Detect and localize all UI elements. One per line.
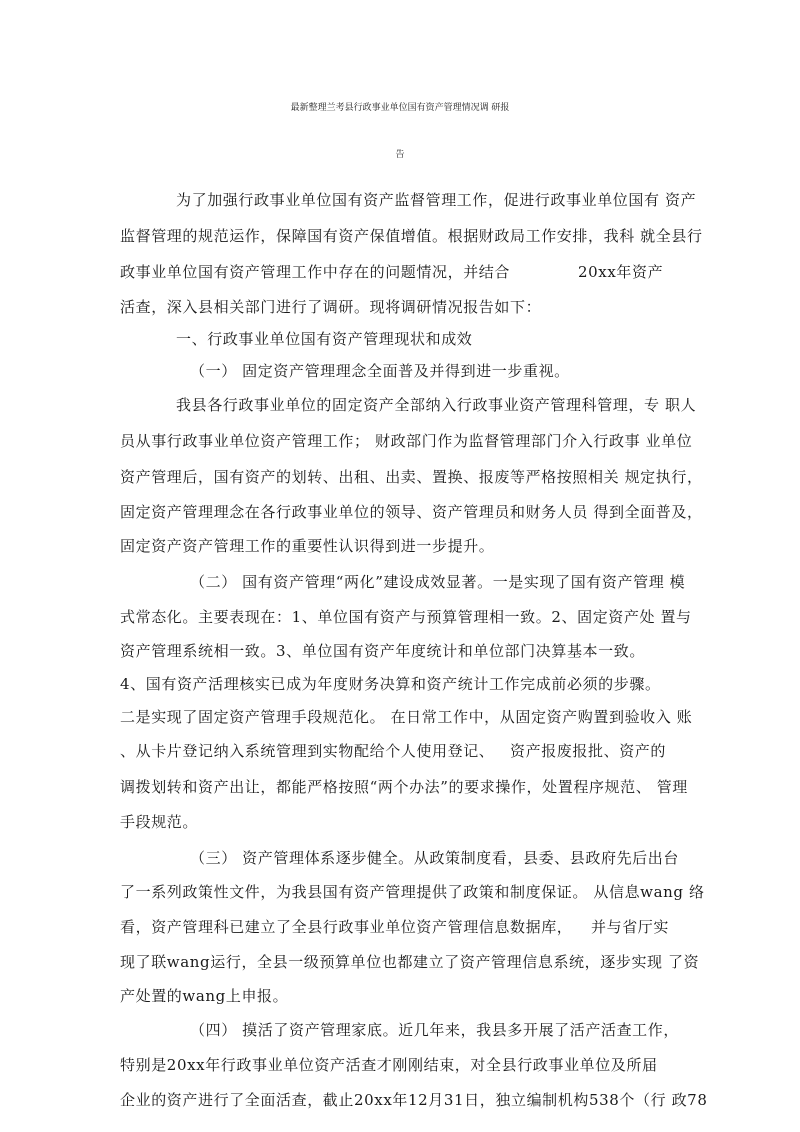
- paragraph-line: 产处置的wang上申报。: [120, 987, 289, 1005]
- paragraph-line: 手段规范。: [120, 813, 199, 831]
- paragraph-line: 资产管理后，国有资产的划转、出租、出卖、置换、报废等严格按照相关 规定执行，: [120, 468, 703, 486]
- document-title-line-2: 告: [395, 150, 405, 160]
- paragraph-line: 政事业单位国有资产管理工作中存在的问题情况，并结合: [120, 263, 511, 281]
- subsection-heading: （一） 固定资产管理理念全面普及并得到进一步重视。: [190, 362, 570, 380]
- paragraph-line: 二是实现了固定资产管理手段规范化。 在日常工作中，从固定资产购置到验收入 账: [120, 708, 693, 726]
- paragraph-line: 为了加强行政事业单位国有资产监督管理工作，促进行政事业单位国有 资产: [176, 191, 697, 209]
- paragraph-line: 资产管理系统相一致。3、单位国有资产年度统计和单位部门决算基本一致。: [120, 642, 645, 660]
- paragraph-line: 特别是20xx年行政事业单位资产活查才刚刚结束，对全县行政事业单位及所届: [120, 1056, 658, 1074]
- paragraph-line: 固定资产资产管理工作的重要性认识得到进一步提升。: [120, 537, 495, 555]
- subsection-heading: （二） 国有资产管理“两化”建设成效显著。一是实现了国有资产管理 模: [190, 573, 686, 591]
- paragraph-line: 我县各行政事业单位的固定资产全部纳入行政事业资产管理科管理，专 职人: [176, 396, 697, 414]
- paragraph-line: 调拨划转和资产出让，都能严格按照“两个办法”的要求操作，处置程序规范、 管理: [120, 778, 688, 796]
- subsection-heading: （三） 资产管理体系逐步健全。从政策制度看，县委、县政府先后出台: [190, 849, 679, 867]
- paragraph-line: 4、国有资产活理核实已成为年度财务决算和资产统计工作完成前必须的步骤。: [120, 675, 661, 693]
- paragraph-line: 监督管理的规范运作，保障国有资产保值增值。根据财政局工作安排，我科 就全县行: [120, 227, 703, 245]
- paragraph-line: 式常态化。主要表现在：1、单位国有资产与预算管理相一致。2、固定资产处 置与: [120, 608, 692, 626]
- paragraph-line: 并与省厅实: [591, 918, 670, 936]
- paragraph-line: 固定资产管理理念在各行政事业单位的领导、资产管理员和财务人员 得到全面普及，: [120, 503, 703, 521]
- paragraph-line: 了一系列政策性文件，为我县国有资产管理提供了政策和制度保证。 从信息wang 络: [120, 883, 705, 901]
- paragraph-line: 员从事行政事业单位资产管理工作； 财政部门作为监督管理部门介入行政事 业单位: [120, 432, 693, 450]
- subsection-heading: （四） 摸活了资产管理家底。近几年来，我县多开展了活产活查工作，: [190, 1021, 679, 1039]
- document-title-line-1: 最新整理兰考县行政事业单位国有资产管理情况调 研报: [290, 103, 510, 113]
- paragraph-line: 活查，深入县相关部门进行了调研。现将调研情况报告如下：: [120, 298, 542, 316]
- paragraph-line: 现了联wang运行，全县一级预算单位也都建立了资产管理信息系统，逐步实现 了资: [120, 953, 700, 971]
- paragraph-line: 、从卡片登记纳入系统管理到实物配给个人使用登记、: [120, 742, 495, 760]
- paragraph-line: 资产报废报批、资产的: [510, 742, 667, 760]
- paragraph-line: 20xx年资产: [578, 263, 664, 281]
- paragraph-line: 企业的资产进行了全面活查，截止20xx年12月31日，独立编制机构538个（行 政78: [120, 1091, 708, 1109]
- paragraph-line: 看，资产管理科已建立了全县行政事业单位资产管理信息数据库，: [120, 918, 573, 936]
- section-heading: 一、行政事业单位国有资产管理现状和成效: [176, 330, 473, 348]
